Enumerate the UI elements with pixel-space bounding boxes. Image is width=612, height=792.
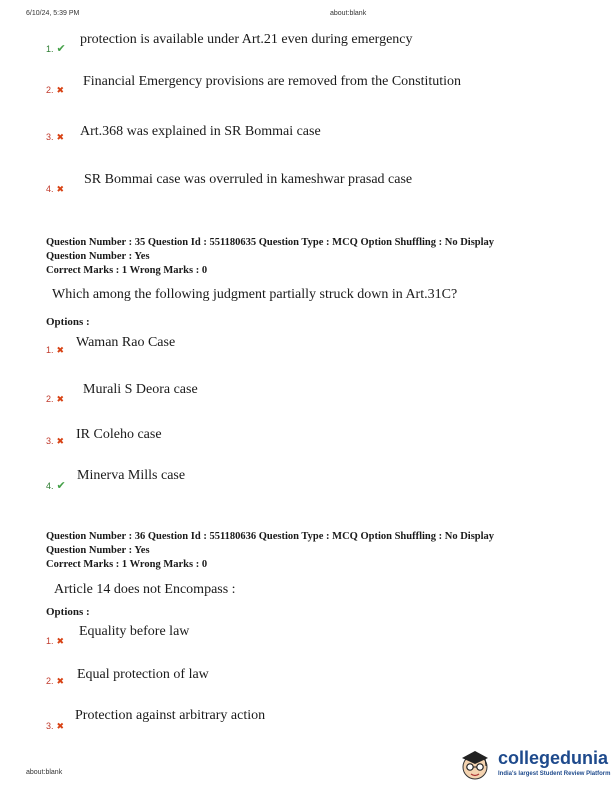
wrong-cross-icon: ✖ xyxy=(56,345,65,355)
option-text: Murali S Deora case xyxy=(83,382,198,397)
option-text: Protection against arbitrary action xyxy=(75,708,266,723)
print-url: about:blank xyxy=(330,10,367,17)
wrong-cross-icon: ✖ xyxy=(56,184,65,194)
question-meta xyxy=(46,236,494,278)
option-text: IR Coleho case xyxy=(76,427,162,442)
wrong-cross-icon: ✖ xyxy=(56,636,65,646)
wrong-cross-icon: ✖ xyxy=(56,676,65,686)
option-text: Equal protection of law xyxy=(77,667,209,682)
option-number: 3. xyxy=(46,132,54,142)
wrong-cross-icon: ✖ xyxy=(56,721,65,731)
logo-brand: collegedunia xyxy=(498,748,609,768)
question-meta-line: Question Number : Yes xyxy=(46,251,150,262)
wrong-cross-icon: ✖ xyxy=(56,394,65,404)
wrong-cross-icon: ✖ xyxy=(56,85,65,95)
footer-url: about:blank xyxy=(26,769,63,776)
options-label: Options : xyxy=(46,316,90,328)
option-number: 3. xyxy=(46,436,54,446)
option-text: Financial Emergency provisions are removed from the Constitution xyxy=(83,74,462,89)
question-meta-line: Correct Marks : 1 Wrong Marks : 0 xyxy=(46,265,208,276)
logo-tagline: India's largest Student Review Platform xyxy=(498,771,611,777)
wrong-cross-icon: ✖ xyxy=(56,436,65,446)
option-number: 2. xyxy=(46,85,54,95)
correct-check-icon: ✔ xyxy=(56,480,66,492)
option-text: Waman Rao Case xyxy=(76,335,176,350)
options-label: Options : xyxy=(46,606,90,618)
option-number: 2. xyxy=(46,676,54,686)
question-meta-line: Correct Marks : 1 Wrong Marks : 0 xyxy=(46,559,208,570)
print-datetime: 6/10/24, 5:39 PM xyxy=(26,10,80,17)
option-number: 1. xyxy=(46,44,54,54)
option-number: 2. xyxy=(46,394,54,404)
option-number: 3. xyxy=(46,721,54,731)
option-text: Equality before law xyxy=(79,624,190,639)
option-number: 1. xyxy=(46,636,54,646)
mascot-icon xyxy=(458,748,492,782)
option-text: SR Bommai case was overruled in kameshwar prasad case xyxy=(84,172,413,187)
option-text: Minerva Mills case xyxy=(77,468,186,483)
option-number: 1. xyxy=(46,345,54,355)
collegedunia-logo xyxy=(458,744,611,788)
option-text: Art.368 was explained in SR Bommai case xyxy=(80,124,321,139)
question-meta-line: Question Number : 35 Question Id : 551180635 Question Type : MCQ Option Shuffling : No Display xyxy=(46,237,495,248)
question-meta xyxy=(46,530,494,572)
wrong-cross-icon: ✖ xyxy=(56,132,65,142)
question-meta-line: Question Number : Yes xyxy=(46,545,150,556)
question-text: Article 14 does not Encompass : xyxy=(54,582,236,597)
option-text: protection is available under Art.21 even during emergency xyxy=(80,32,413,47)
option-number: 4. xyxy=(46,481,54,491)
question-text: Which among the following judgment partially struck down in Art.31C? xyxy=(52,287,458,302)
question-meta-line: Question Number : 36 Question Id : 551180636 Question Type : MCQ Option Shuffling : No Display xyxy=(46,531,495,542)
option-number: 4. xyxy=(46,184,54,194)
correct-check-icon: ✔ xyxy=(56,43,66,55)
